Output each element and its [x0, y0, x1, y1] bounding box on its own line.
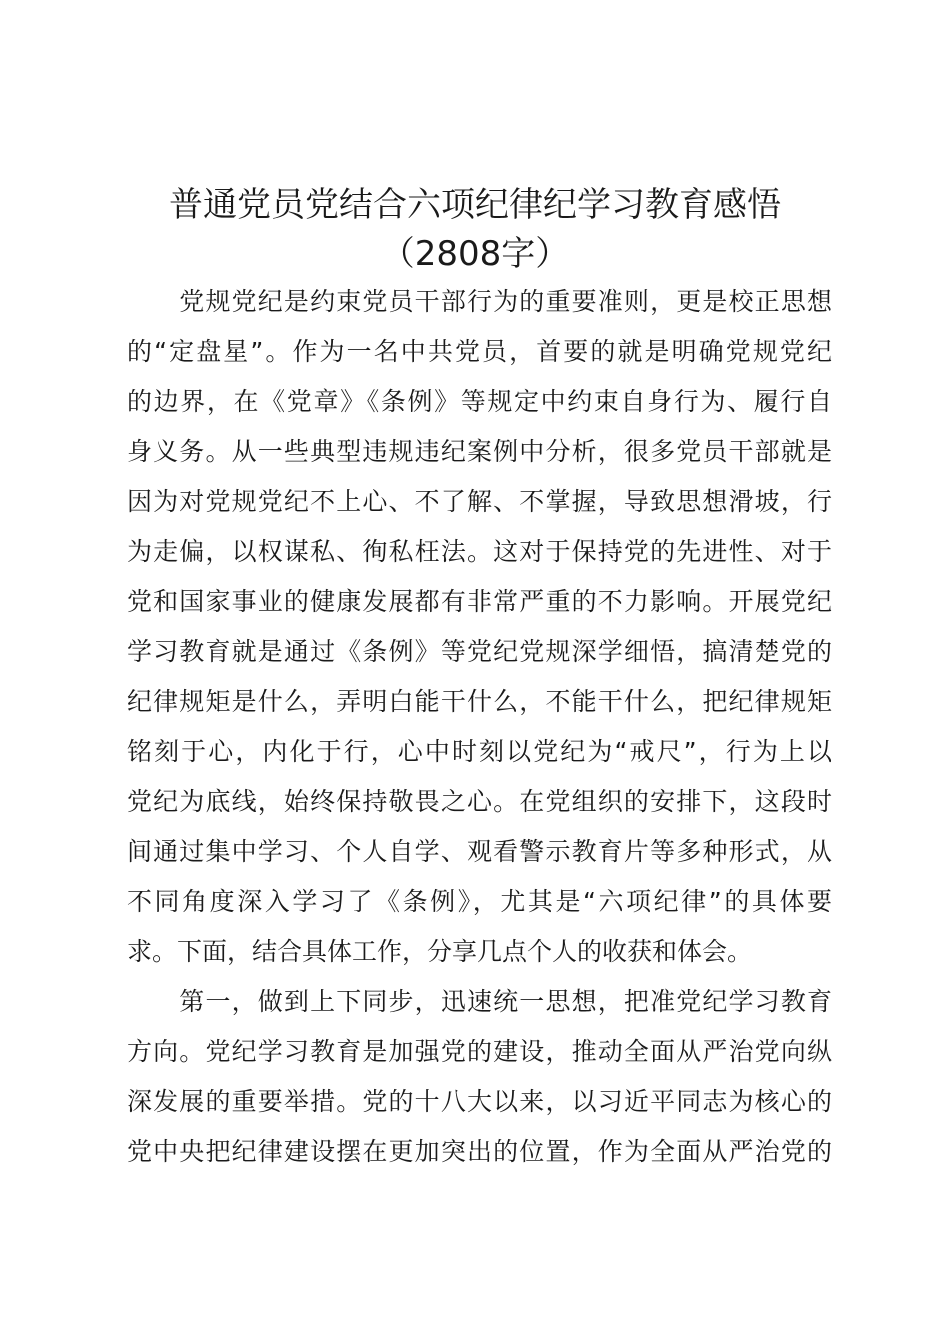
text-line: 为走偏，以权谋私、徇私枉法。这对于保持党的先进性、对于 [127, 537, 832, 566]
text-line: 的边界，在《党章》《条例》等规定中约束自身行为、履行自 [127, 387, 832, 416]
text-line: 党纪为底线，始终保持敬畏之心。在党组织的安排下，这段时 [127, 787, 832, 816]
text-line: 深发展的重要举措。党的十八大以来，以习近平同志为核心的 [127, 1087, 832, 1116]
text-line: 学习教育就是通过《条例》等党纪党规深学细悟，搞清楚党的 [127, 637, 832, 666]
text-line: 方向。党纪学习教育是加强党的建设，推动全面从严治党向纵 [127, 1037, 832, 1066]
text-line: 党中央把纪律建设摆在更加突出的位置，作为全面从严治党的 [127, 1137, 832, 1166]
text-line: 铭刻于心，内化于行，心中时刻以党纪为“戒尺”，行为上以 [127, 737, 832, 766]
text-line: 不同角度深入学习了《条例》，尤其是“六项纪律”的具体要 [127, 887, 832, 916]
text-line: 纪律规矩是什么，弄明白能干什么，不能干什么，把纪律规矩 [127, 687, 832, 716]
text-line: 党规党纪是约束党员干部行为的重要准则，更是校正思想 [127, 287, 832, 316]
document-title: 普通党员党结合六项纪律纪学习教育感悟 [169, 185, 781, 225]
text-line: 党和国家事业的健康发展都有非常严重的不力影响。开展党纪 [127, 587, 832, 616]
text-line: 求。下面，结合具体工作，分享几点个人的收获和体会。 [127, 937, 753, 966]
text-line: 间通过集中学习、个人自学、观看警示教育片等多种形式，从 [127, 837, 832, 866]
text-line: 因为对党规党纪不上心、不了解、不掌握，导致思想滑坡，行 [127, 487, 832, 516]
text-line: 第一，做到上下同步，迅速统一思想，把准党纪学习教育 [127, 987, 832, 1016]
text-line: 身义务。从一些典型违规违纪案例中分析，很多党员干部就是 [127, 437, 832, 466]
text-line: 的“定盘星”。作为一名中共党员，首要的就是明确党规党纪 [127, 337, 832, 366]
document-subtitle-word-count: （2808字） [380, 234, 570, 274]
